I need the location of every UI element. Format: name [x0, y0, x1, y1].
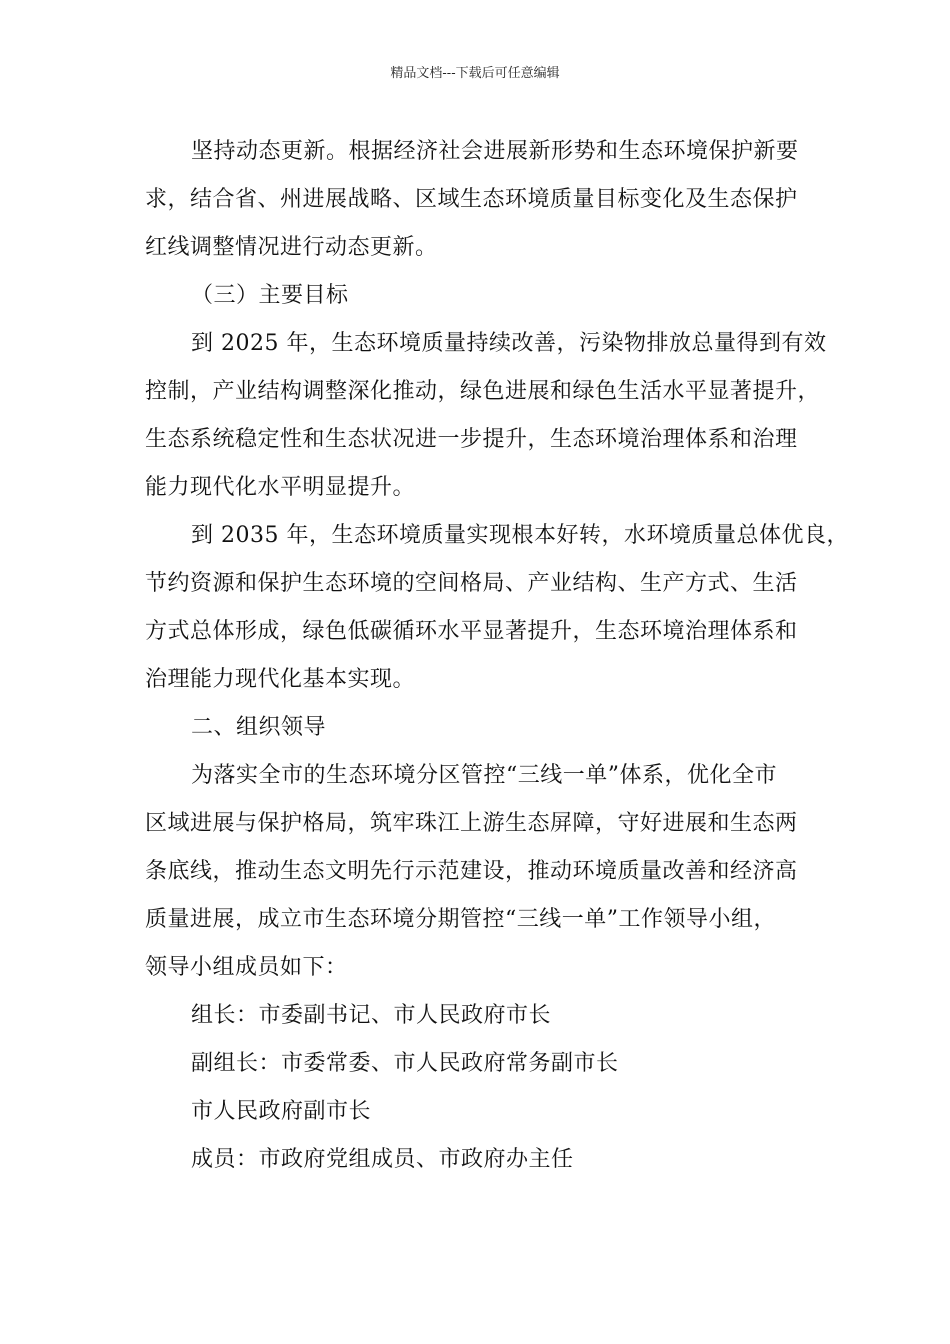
section-heading: 二、组织领导	[191, 715, 327, 740]
section-heading: （三）主要目标	[191, 283, 349, 308]
paragraph-line: 控制，产业结构调整深化推动，绿色进展和绿色生活水平显著提升，	[145, 379, 821, 404]
paragraph-line: 条底线，推动生态文明先行示范建设，推动环境质量改善和经济高	[145, 859, 798, 884]
paragraph-line: 区域进展与保护格局，筑牢珠江上游生态屏障，守好进展和生态两	[145, 811, 798, 836]
paragraph-line: 为落实全市的生态环境分区管控“三线一单”体系，优化全市	[191, 763, 777, 788]
paragraph-line: 方式总体形成，绿色低碳循环水平显著提升，生态环境治理体系和	[145, 619, 798, 644]
member-line: 组长：市委副书记、市人民政府市长	[191, 1003, 552, 1028]
paragraph-line: 到 2035 年，生态环境质量实现根本好转，水环境质量总体优良，	[191, 523, 849, 548]
paragraph-line: 求，结合省、州进展战略、区域生态环境质量目标变化及生态保护	[145, 187, 798, 212]
document-body	[145, 128, 849, 1184]
paragraph-line: 治理能力现代化基本实现。	[145, 667, 416, 692]
paragraph-line: 生态系统稳定性和生态状况进一步提升，生态环境治理体系和治理	[145, 427, 798, 452]
page-header: 精品文档---下载后可任意编辑	[390, 66, 560, 81]
paragraph-line: 坚持动态更新。根据经济社会进展新形势和生态环境保护新要	[191, 139, 799, 164]
member-line: 市人民政府副市长	[191, 1099, 372, 1124]
paragraph-line: 节约资源和保护生态环境的空间格局、产业结构、生产方式、生活	[145, 571, 798, 596]
paragraph-line: 到 2025 年，生态环境质量持续改善，污染物排放总量得到有效	[191, 331, 827, 356]
paragraph-line: 红线调整情况进行动态更新。	[145, 235, 438, 260]
member-line: 成员：市政府党组成员、市政府办主任	[191, 1147, 574, 1172]
paragraph-line: 质量进展，成立市生态环境分期管控“三线一单”工作领导小组，	[145, 907, 776, 932]
member-line: 副组长：市委常委、市人民政府常务副市长	[191, 1051, 619, 1076]
paragraph-line: 领导小组成员如下：	[145, 955, 348, 980]
paragraph-line: 能力现代化水平明显提升。	[145, 475, 416, 500]
